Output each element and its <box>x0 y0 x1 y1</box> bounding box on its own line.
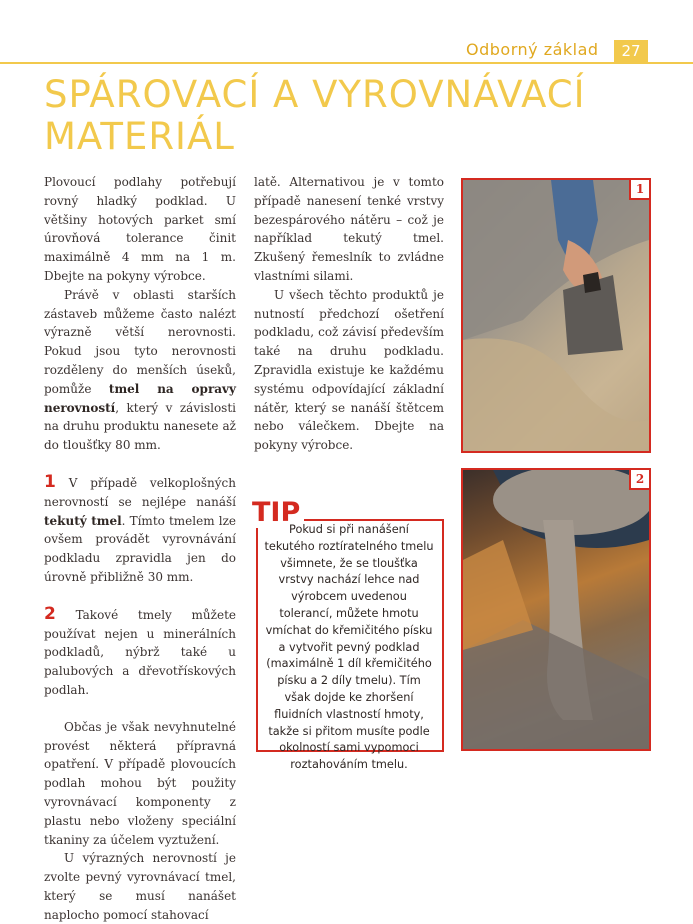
paragraph: Občas je však nevyhnutelné provést některá přípravná opatření. V případě plovoucích podlah mohou být použity vyrovnávací komponenty z plastu nebo vloženy speciální tkaniny za účelem vyztužení. <box>44 719 236 847</box>
numbered-item-1 <box>44 473 236 587</box>
page-title-line1: SPÁROVACÍ A VYROVNÁVACÍ <box>44 73 586 116</box>
text-span: Takové tmely můžete používat nejen u minerálních podkladů, nýbrž také u palubových a dřevotřískových podlah. <box>44 607 236 697</box>
header-divider <box>0 62 693 64</box>
paragraph <box>44 286 236 455</box>
paragraph: U výrazných nerovností je zvolte pevný vyrovnávací tmel, který se musí nanášet naplocho pomocí stahovací <box>44 851 236 922</box>
numbered-item-2 <box>44 605 236 700</box>
paragraph: latě. Alternativou je v tomto případě nanesení tenké vrstvy bezespárového nátěru – což je například tekutý tmel. Zkušený řemeslník to zvládne vlastními silami. <box>254 175 444 283</box>
text-column-1 <box>44 173 236 924</box>
photo-pouring-leveler <box>461 468 651 751</box>
paragraph: U všech těchto produktů je nutností předchozí ošetření podkladu, což závisí především také na druhu podkladu. Zpravidla existuje ke každému systému odpovídající základní nátěr, který se nanáší štětcem nebo válečkem. Dbejte na pokyny výrobce. <box>254 287 444 453</box>
photo1-illustration <box>463 180 649 451</box>
tip-label: TIP <box>250 498 304 528</box>
page-title <box>44 74 586 158</box>
paragraph: Plovoucí podlahy potřebují rovný hladký podklad. U většiny hotových parket smí úrovňová tolerance činit maximálně 4 mm na 1 m. Dbejte na pokyny výrobce. <box>44 175 236 283</box>
bold-term: tmel na opravy nerovností <box>44 381 236 415</box>
section-title: Odborný základ <box>466 40 599 59</box>
item-number: 2 <box>44 603 56 624</box>
text-span: V případě velkoplošných nerovností se nejlépe nanáší <box>44 475 236 509</box>
page-number: 27 <box>614 40 648 62</box>
text-span: Právě v oblasti starších zástaveb můžeme často nalézt výrazně větší nerovnosti. Pokud jsou tyto nerovnosti rozděleny do menších úseků, pomůže <box>44 287 236 396</box>
text-span: , který v závislosti na druhu produktu nanesete až do tloušťky 80 mm. <box>44 400 236 453</box>
text-column-2 <box>254 173 444 455</box>
photo-trowel-leveling <box>461 178 651 453</box>
text-span: . Tímto tmelem lze ovšem provádět vyrovnávání podkladu zpravidla jen do úrovně přibližně 30 mm. <box>44 513 236 584</box>
photo-badge: 2 <box>629 470 649 490</box>
bold-term: tekutý tmel <box>44 513 122 528</box>
tip-text: Pokud si při nanášení tekutého roztíratelného tmelu všimnete, že se tloušťka vrstvy nachází lehce nad výrobcem uvedenou tolerancí, můžete hmotu vmíchat do křemičitého písku a vytvořit pevný podklad (maximálně 1 díl křemičitého písku a 2 díly tmelu). Tím však dojde ke zhoršení fluidních vlastností hmoty, takže si přitom musíte podle okolností sami vypomoci roztahováním tmelu. <box>264 523 434 772</box>
page-title-line2: MATERIÁL <box>44 115 235 158</box>
item-number: 1 <box>44 471 56 492</box>
photo2-illustration <box>463 470 649 749</box>
photo-badge: 1 <box>629 180 649 200</box>
